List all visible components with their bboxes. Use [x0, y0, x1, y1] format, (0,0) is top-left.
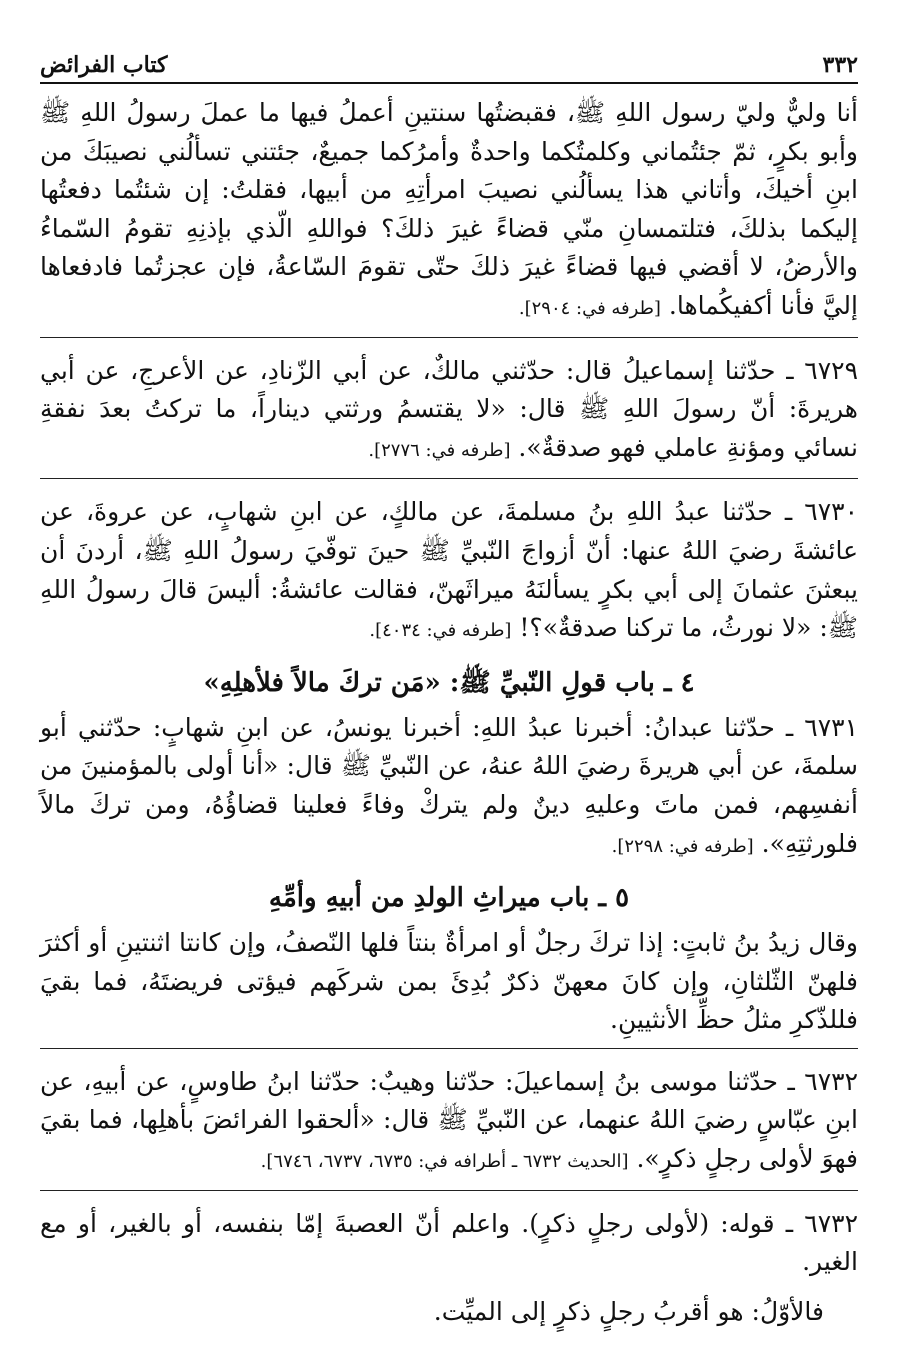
paragraph-text: وقال زيدُ بنُ ثابتٍ: إذا تركَ رجلٌ أو امرأةٌ بنتاً فلها النّصفُ، وإن كانتا اثنتينِ أو أكثرَ فلهنّ الثّلثانِ، وإن كانَ معهنّ ذكرٌ بُدِئَ بمن شركَهم فيؤتى فريضتَهُ، فما بقيَ فللذّكرِ مثلُ حظِّ الأنثيينِ.	[40, 928, 858, 1035]
paragraph-text: ٦٧٢٩ ـ حدّثنا إسماعيلُ قال: حدّثني مالكٌ، عن أبي الزّنادِ، عن الأعرجِ، عن أبي هريرةَ: أنّ رسولَ اللهِ ﷺ قال: «لا يقتسمُ ورثتي ديناراً، ما تركتُ بعدَ نفقةِ نسائي ومؤنةِ عاملي فهو صدقةٌ».	[40, 355, 858, 462]
paragraph-text: ٦٧٣٢ ـ قوله: (لأولى رجلٍ ذكرٍ). واعلم أنّ العصبةَ إمّا بنفسه، أو بالغير، أو مع الغير.	[40, 1208, 858, 1277]
chapter-heading-4: ٤ ـ باب قولِ النّبيِّ ﷺ: «مَن تركَ مالاً فلأهلِهِ»	[203, 667, 695, 698]
paragraph-text: أنا وليٌّ وليّ رسول اللهِ ﷺ، فقبضتُها سنتينِ أعملُ فيها ما عملَ رسولُ اللهِ ﷺ وأبو بكرٍ، ثمّ جئتُماني وكلمتُكما واحدةٌ وأمرُكما جميعٌ، جئتني تسألُني نصيبَكَ من ابنِ أخيكَ، وأتاني هذا يسألُني نصيبَ امرأتِهِ من أبيها، فقلتُ: إن شئتُما دفعتُها إليكما بذلكَ، فتلتمسانِ منّي قضاءً غيرَ ذلكَ؟ فواللهِ الّذي بإذنِهِ تقومُ السّماءُ والأرضُ، لا أقضي فيها قضاءً غيرَ ذلكَ حتّى تقومَ السّاعةُ، فإن عجزتُما فادفعاها إليَّ فأنا أكفيكُماها.	[40, 98, 858, 320]
page-number: ٣٣٢	[822, 52, 858, 78]
cross-reference: [طرفه في: ٢٩٠٤].	[518, 297, 661, 319]
document-page	[40, 40, 858, 1332]
hadith-6730	[40, 493, 858, 650]
divider	[40, 337, 858, 338]
commentary-6732	[40, 1205, 858, 1282]
paragraph-text: ٦٧٣١ ـ حدّثنا عبدانُ: أخبرنا عبدُ اللهِ: أخبرنا يونسُ، عن ابنِ شهابٍ: حدّثني أبو سلمةَ، عن أبي هريرةَ رضيَ اللهُ عنهُ، عن النّبيِّ ﷺ قال: «أنا أولى بالمؤمنينَ من أنفسِهم، فمن ماتَ وعليهِ دينٌ ولم يتركْ وفاءً فعلينا قضاؤُهُ، ومن تركَ مالاً فلورثتِهِ».	[40, 712, 858, 858]
paragraph-continuation	[40, 94, 858, 329]
hadith-6729	[40, 352, 858, 471]
paragraph-text: ٦٧٣٢ ـ حدّثنا موسى بنُ إسماعيلَ: حدّثنا وهيبٌ: حدّثنا ابنُ طاوسٍ، عن أبيهِ، عن ابنِ عبّاسٍ رضيَ اللهُ عنهما، عن النّبيِّ ﷺ قال: «ألحقوا الفرائضَ بأهلِها، فما بقيَ فهوَ لأولى رجلٍ ذكرٍ».	[40, 1066, 858, 1174]
cross-reference: [طرفه في: ٢٢٩٨].	[611, 835, 754, 857]
paragraph-text: فالأوّلُ: هو أقربُ رجلٍ ذكرٍ إلى الميِّت.	[433, 1296, 824, 1326]
chapter-heading-5: ٥ ـ باب ميراثِ الولدِ من أبيهِ وأمِّهِ	[268, 883, 630, 914]
book-title: كتاب الفرائض	[40, 52, 168, 78]
hadith-6732	[40, 1063, 858, 1182]
divider	[40, 478, 858, 479]
cross-reference: [طرفه في: ٢٧٧٦].	[368, 439, 511, 461]
hadith-6731	[40, 709, 858, 866]
page-header	[40, 40, 858, 78]
paragraph-text: ٦٧٣٠ ـ حدّثنا عبدُ اللهِ بنُ مسلمةَ، عن مالكٍ، عن ابنِ شهابٍ، عن عروةَ، عن عائشةَ رضيَ اللهُ عنها: أنّ أزواجَ النّبيِّ ﷺ حينَ توفّيَ رسولُ اللهِ ﷺ، أردنَ أن يبعثنَ عثمانَ إلى أبي بكرٍ يسألنَهُ ميراثَهنّ، فقالت عائشةُ: أليسَ قالَ رسولُ اللهِ ﷺ: «لا نورثُ، ما تركنا صدقةٌ»؟!	[40, 497, 858, 643]
cross-reference: [الحديث ٦٧٣٢ ـ أطرافه في: ٦٧٣٥، ٦٧٣٧، ٦٧٤٦].	[260, 1151, 629, 1173]
commentary-first-type	[40, 1292, 858, 1332]
zayd-statement	[40, 924, 858, 1040]
header-rule	[40, 82, 858, 84]
divider	[40, 1190, 858, 1191]
cross-reference: [طرفه في: ٤٠٣٤].	[369, 620, 512, 642]
divider	[40, 1048, 858, 1049]
